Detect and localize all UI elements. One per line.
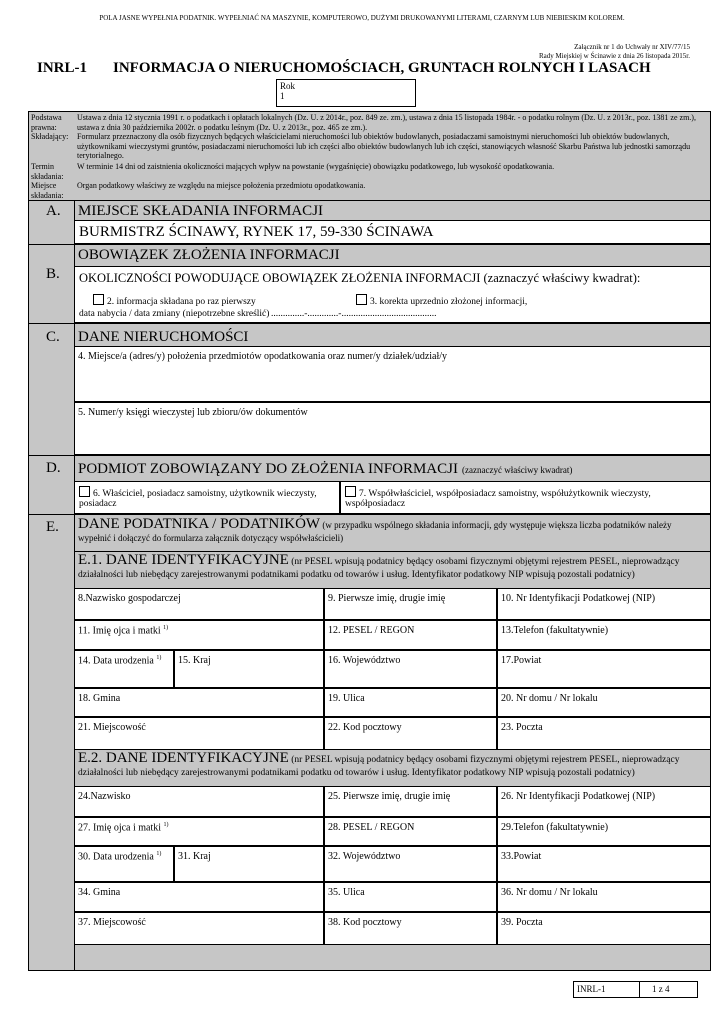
e2-header bbox=[78, 752, 706, 780]
attachment-note bbox=[480, 43, 690, 60]
field-36[interactable]: 36. Nr domu / Nr lokalu bbox=[497, 882, 711, 912]
checkbox-7[interactable] bbox=[345, 486, 356, 497]
field-22[interactable]: 22. Kod pocztowy bbox=[324, 717, 497, 750]
field-28[interactable]: 28. PESEL / REGON bbox=[324, 817, 497, 846]
year-field[interactable] bbox=[276, 79, 416, 107]
section-d-title-line bbox=[78, 460, 572, 478]
place-label: Miejsce składania: bbox=[31, 181, 64, 200]
section-d-letter: D. bbox=[46, 460, 61, 476]
section-e-note: (w przypadku wspólnego składania informacji, gdy występuje większa liczba podatników należy wypełnić i dołączyć do formularza załącznik dotyczący współwłaścicieli) bbox=[78, 520, 672, 543]
checkbox-6[interactable] bbox=[79, 486, 90, 497]
e1-header bbox=[78, 554, 706, 582]
field-19[interactable]: 19. Ulica bbox=[324, 688, 497, 717]
field-14[interactable]: 14. Data urodzenia $^{1)}$ bbox=[74, 650, 174, 688]
field-35[interactable]: 35. Ulica bbox=[324, 882, 497, 912]
section-b-box bbox=[74, 266, 711, 323]
section-d-title: PODMIOT ZOBOWIĄZANY DO ZŁOŻENIA INFORMACJI bbox=[78, 461, 458, 477]
year-label: Rok bbox=[280, 81, 296, 91]
checkbox-2[interactable] bbox=[93, 294, 104, 305]
e2-note: (nr PESEL wpisują podatnicy będący osobami fizycznymi objętymi rejestrem PESEL, nieprowadzący działalności lub niebędący zarejestrowanymi podatnikami podatku od towarów i usług. Identyfikator podatkowy NIP wpisują pozostali podatnicy) bbox=[78, 755, 680, 778]
section-c-letter: C. bbox=[46, 329, 60, 345]
section-e-header bbox=[78, 518, 704, 545]
e1-note: (nr PESEL wpisują podatnicy będący osobami fizycznymi objętymi rejestrem PESEL, nieprowadzący działalności lub niebędący zarejestrowanymi podatnikami podatku od towarów i usług. Identyfikator podatkowy NIP wpisują pozostali podatnicy) bbox=[78, 557, 680, 580]
date-dots[interactable]: ..............-.............-........................................ bbox=[271, 309, 437, 319]
section-a-letter: A. bbox=[46, 203, 61, 219]
field-32[interactable]: 32. Województwo bbox=[324, 846, 497, 882]
field-30[interactable]: 30. Data urodzenia $^{1)}$ bbox=[74, 846, 174, 882]
field-39[interactable]: 39. Poczta bbox=[497, 912, 711, 945]
field-31[interactable]: 31. Kraj bbox=[174, 846, 324, 882]
field-5[interactable]: 5. Numer/y księgi wieczystej lub zbioru/ów dokumentów bbox=[74, 402, 711, 455]
field-29[interactable]: 29.Telefon (fakultatywnie) bbox=[497, 817, 711, 846]
section-a-title: MIEJSCE SKŁADANIA INFORMACJI bbox=[78, 203, 324, 219]
form-title: INFORMACJA O NIERUCHOMOŚCIACH, GRUNTACH ROLNYCH I LASACH bbox=[113, 60, 651, 76]
field-33[interactable]: 33.Powiat bbox=[497, 846, 711, 882]
deadline-text: W terminie 14 dni od zaistnienia okoliczności mających wpływ na powstanie (wygaśnięcie) obowiązku podatkowego, lub wysokość opodatkowania. bbox=[77, 162, 555, 171]
field-21[interactable]: 21. Miejscowość bbox=[74, 717, 324, 750]
section-b-letter: B. bbox=[46, 266, 60, 282]
deadline-label: Termin składania: bbox=[31, 162, 64, 181]
field-20[interactable]: 20. Nr domu / Nr lokalu bbox=[497, 688, 711, 717]
field-38[interactable]: 38. Kod pocztowy bbox=[324, 912, 497, 945]
section-d-note: (zaznaczyć właściwy kwadrat) bbox=[461, 465, 573, 475]
basis-label: Podstawa prawna: bbox=[31, 113, 62, 132]
footer-box bbox=[573, 981, 698, 998]
basis-text: Ustawa z dnia 12 stycznia 1991 r. o podatkach i opłatach lokalnych (Dz. U. z 2014r., poz. 849 ze. zm.), ustawa z dnia 15 listopada 1984r. - o podatku rolnym (Dz. U. z 2013r., poz. 1381 ze zm.), ustawa z dnia 30 października 2002r. o podatku leśnym (Dz. U. z 2013r., poz. 465 ze zm.). bbox=[77, 113, 696, 132]
footer-code: INRL-1 bbox=[577, 984, 606, 994]
option-2[interactable]: 2. informacja składana po raz pierwszy bbox=[93, 294, 256, 307]
option-3[interactable]: 3. korekta uprzednio złożonej informacji, bbox=[356, 294, 527, 307]
field-11[interactable]: 11. Imię ojca i matki $^{1)}$ bbox=[74, 620, 324, 650]
checkbox-3[interactable] bbox=[356, 294, 367, 305]
field-25[interactable]: 25. Pierwsze imię, drugie imię bbox=[324, 786, 497, 817]
field-4[interactable]: 4. Miejsce/a (adres/y) położenia przedmiotów opodatkowania oraz numer/y działek/udział/y bbox=[74, 346, 711, 402]
submitter-label: Składający: bbox=[31, 132, 69, 141]
section-a-value[interactable]: BURMISTRZ ŚCINAWY, RYNEK 17, 59-330 ŚCINAWA bbox=[74, 220, 711, 244]
field-9[interactable]: 9. Pierwsze imię, drugie imię bbox=[324, 588, 497, 620]
field-18[interactable]: 18. Gmina bbox=[74, 688, 324, 717]
option-7[interactable]: 7. Współwłaściciel, współposiadacz samoistny, współużytkownik wieczysty, współposiadacz bbox=[340, 481, 711, 514]
section-c-title: DANE NIERUCHOMOŚCI bbox=[78, 329, 249, 345]
footer-page: 1 z 4 bbox=[652, 984, 670, 994]
field-17[interactable]: 17.Powiat bbox=[497, 650, 711, 688]
e2-title: E.2. DANE IDENTYFIKACYJNE bbox=[78, 750, 289, 766]
circumstances-label: OKOLICZNOŚCI POWODUJĄCE OBOWIĄZEK ZŁOŻENIA INFORMACJI (zaznaczyć właściwy kwadrat): bbox=[79, 271, 641, 285]
e1-title: E.1. DANE IDENTYFIKACYJNE bbox=[78, 552, 289, 568]
top-note: POLA JASNE WYPEŁNIA PODATNIK. WYPEŁNIAĆ NA MASZYNIE, KOMPUTEROWO, DUŻYMI DRUKOWANYMI LITERAMI, CZARNYM LUB NIEBIESKIM KOLOREM. bbox=[99, 14, 625, 22]
attachment-line1: Załącznik nr 1 do Uchwały nr XIV/77/15 bbox=[574, 43, 690, 51]
year-number: 1 bbox=[280, 91, 285, 101]
field-23[interactable]: 23. Poczta bbox=[497, 717, 711, 750]
field-16[interactable]: 16. Województwo bbox=[324, 650, 497, 688]
date-line: data nabycia / data zmiany (niepotrzebne skreślić) bbox=[79, 309, 270, 319]
attachment-line2: Rady Miejskiej w Ścinawie z dnia 26 listopada 2015r. bbox=[538, 51, 690, 60]
option-6[interactable]: 6. Właściciel, posiadacz samoistny, użytkownik wieczysty, posiadacz bbox=[74, 481, 340, 514]
field-27[interactable]: 27. Imię ojca i matki $^{1)}$ bbox=[74, 817, 324, 846]
field-12[interactable]: 12. PESEL / REGON bbox=[324, 620, 497, 650]
field-10[interactable]: 10. Nr Identyfikacji Podatkowej (NIP) bbox=[497, 588, 711, 620]
field-24[interactable]: 24.Nazwisko bbox=[74, 786, 324, 817]
submitter-text: Formularz przeznaczony dla osób fizycznych będących właścicielami nieruchomości lub obiektów budowlanych, posiadaczami samoistnymi nieruchomości lub obiektów budowlanych, użytkownikami wieczystymi gruntów, posiadaczami nieruchomości lub ich części albo obiektów budowlanych lub ich części, stanowiących własność Skarbu Państwa lub jednostki samorządu terytorialnego. bbox=[77, 132, 691, 160]
field-15[interactable]: 15. Kraj bbox=[174, 650, 324, 688]
field-8[interactable]: 8.Nazwisko gospodarczej bbox=[74, 588, 324, 620]
place-text: Organ podatkowy właściwy ze względu na miejsce położenia przedmiotu opodatkowania. bbox=[77, 181, 366, 190]
field-34[interactable]: 34. Gmina bbox=[74, 882, 324, 912]
form-code: INRL-1 bbox=[37, 60, 88, 76]
field-37[interactable]: 37. Miejscowość bbox=[74, 912, 324, 945]
section-b-title: OBOWIĄZEK ZŁOŻENIA INFORMACJI bbox=[78, 247, 340, 263]
field-13[interactable]: 13.Telefon (fakultatywnie) bbox=[497, 620, 711, 650]
section-e-letter: E. bbox=[46, 519, 59, 535]
field-26[interactable]: 26. Nr Identyfikacji Podatkowej (NIP) bbox=[497, 786, 711, 817]
section-e-title: DANE PODATNIKA / PODATNIKÓW bbox=[78, 516, 321, 532]
